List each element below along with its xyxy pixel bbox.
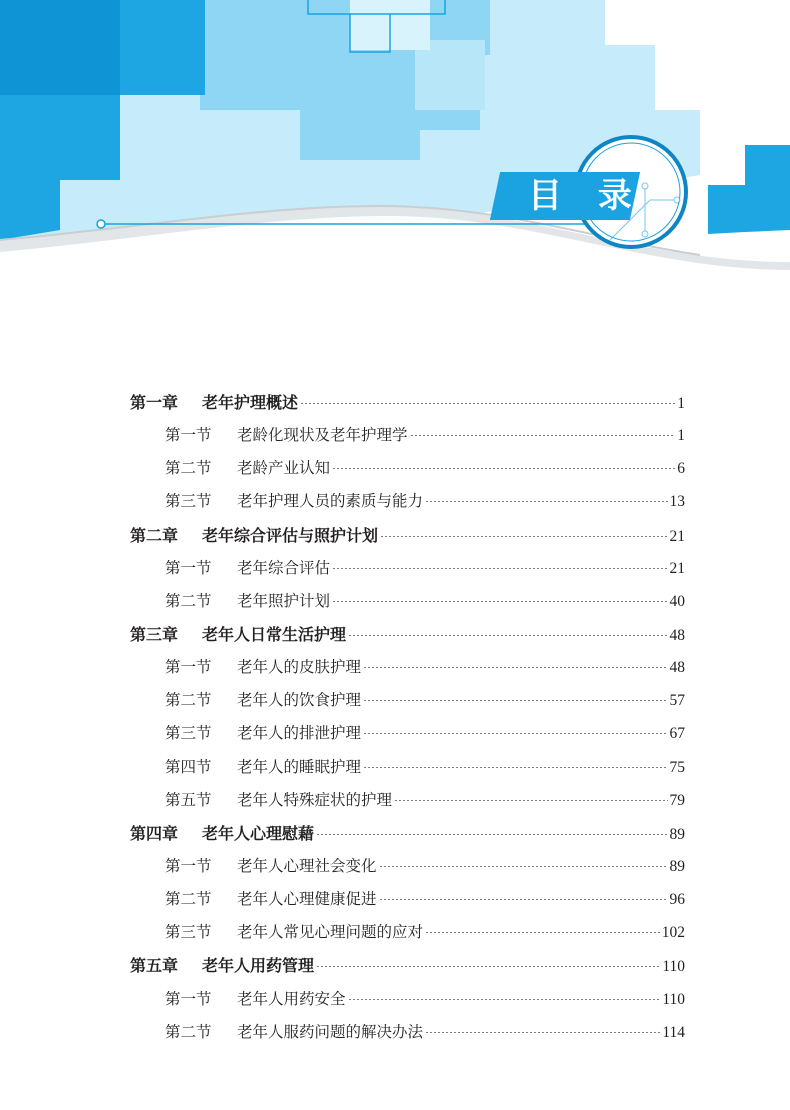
toc-section-row[interactable]	[130, 1016, 685, 1049]
page-number: 96	[669, 891, 685, 909]
section-title: 老年人用药安全	[237, 989, 346, 1008]
dot-leader	[379, 866, 668, 867]
chapter-title: 老年人日常生活护理	[202, 624, 347, 644]
dot-leader	[363, 767, 667, 768]
section-number: 第二节	[165, 1022, 212, 1041]
toc-section-row[interactable]	[130, 452, 685, 485]
dot-leader	[316, 966, 660, 967]
section-number: 第三节	[165, 492, 212, 511]
section-number: 第二节	[165, 890, 212, 909]
page-number: 21	[669, 527, 685, 545]
dot-leader	[410, 435, 676, 436]
dot-leader	[332, 468, 675, 469]
page-number: 6	[677, 460, 685, 478]
dot-leader	[348, 635, 667, 636]
section-number: 第二节	[165, 459, 212, 478]
page-number: 114	[662, 1023, 685, 1041]
section-title: 老年人服药问题的解决办法	[237, 1022, 424, 1041]
dot-leader	[332, 568, 667, 569]
section-number: 第一节	[165, 856, 212, 875]
page-number: 89	[669, 857, 685, 875]
table-of-contents	[130, 386, 685, 1049]
dot-leader	[394, 800, 667, 801]
section-title: 老年人的饮食护理	[237, 691, 362, 710]
section-number: 第三节	[165, 724, 212, 743]
toc-chapter-row[interactable]	[130, 817, 685, 850]
page-number: 13	[669, 493, 685, 511]
page-number: 1	[677, 395, 685, 412]
page-number: 1	[677, 427, 685, 445]
page-number: 102	[661, 924, 685, 942]
page-number: 67	[669, 725, 685, 743]
toc-chapter-row[interactable]	[130, 949, 685, 982]
toc-section-row[interactable]	[130, 485, 685, 518]
dot-leader	[348, 999, 661, 1000]
section-title: 老年人心理社会变化	[237, 856, 377, 875]
page-number: 57	[669, 692, 685, 710]
section-number: 第一节	[165, 426, 212, 445]
chapter-title: 老年人心理慰藉	[202, 823, 315, 843]
dot-leader	[425, 1032, 660, 1033]
section-title: 老年照护计划	[237, 591, 331, 610]
page-number: 40	[669, 592, 685, 610]
chapter-title: 老年护理概述	[202, 393, 299, 412]
section-title: 老龄化现状及老年护理学	[237, 426, 408, 445]
chapter-number: 第二章	[130, 525, 179, 545]
section-number: 第三节	[165, 923, 212, 942]
toc-section-row[interactable]	[130, 651, 685, 684]
section-title: 老年护理人员的素质与能力	[237, 492, 424, 511]
section-title: 老年人心理健康促进	[237, 890, 377, 909]
chapter-number: 第四章	[130, 823, 179, 843]
toc-section-row[interactable]	[130, 784, 685, 817]
page-number: 79	[669, 791, 685, 809]
section-number: 第一节	[165, 658, 212, 677]
section-title: 老年人特殊症状的护理	[237, 790, 393, 809]
page-number: 75	[669, 758, 685, 776]
dot-leader	[316, 834, 667, 835]
toc-section-row[interactable]	[130, 850, 685, 883]
dot-leader	[363, 700, 667, 701]
toc-chapter-row[interactable]	[130, 519, 685, 552]
toc-chapter-row[interactable]	[130, 386, 685, 419]
toc-section-row[interactable]	[130, 585, 685, 618]
toc-section-row[interactable]	[130, 552, 685, 585]
section-number: 第二节	[165, 591, 212, 610]
dot-leader	[363, 733, 667, 734]
section-number: 第二节	[165, 691, 212, 710]
toc-chapter-row[interactable]	[130, 618, 685, 651]
section-number: 第五节	[165, 790, 212, 809]
page-number: 48	[669, 659, 685, 677]
dot-leader	[363, 667, 667, 668]
dot-leader	[380, 536, 667, 537]
toc-section-row[interactable]	[130, 751, 685, 784]
dot-leader	[300, 403, 675, 404]
toc-section-row[interactable]	[130, 419, 685, 452]
section-number: 第四节	[165, 757, 212, 776]
chapter-number: 第一章	[130, 393, 179, 412]
dot-leader	[425, 932, 660, 933]
chapter-number: 第三章	[130, 624, 179, 644]
toc-section-row[interactable]	[130, 684, 685, 717]
page-number: 48	[669, 626, 685, 644]
page-number: 110	[662, 990, 685, 1008]
section-title: 老龄产业认知	[237, 459, 331, 478]
chapter-number: 第五章	[130, 956, 179, 976]
dot-leader	[425, 501, 667, 502]
section-title: 老年人常见心理问题的应对	[237, 923, 424, 942]
page-number: 110	[662, 958, 685, 976]
dot-leader	[379, 899, 668, 900]
page-number: 21	[669, 559, 685, 577]
section-title: 老年人的皮肤护理	[237, 658, 362, 677]
toc-section-row[interactable]	[130, 717, 685, 750]
section-title: 老年人的排泄护理	[237, 724, 362, 743]
section-number: 第一节	[165, 558, 212, 577]
toc-section-row[interactable]	[130, 983, 685, 1016]
page-number: 89	[669, 825, 685, 843]
dot-leader	[332, 601, 667, 602]
chapter-title: 老年综合评估与照护计划	[202, 525, 379, 545]
section-number: 第一节	[165, 989, 212, 1008]
toc-section-row[interactable]	[130, 916, 685, 949]
section-title: 老年人的睡眠护理	[237, 757, 362, 776]
chapter-title: 老年人用药管理	[202, 956, 315, 976]
page-title: 目 录	[528, 176, 644, 216]
toc-section-row[interactable]	[130, 883, 685, 916]
section-title: 老年综合评估	[237, 558, 331, 577]
header-banner-art	[0, 0, 790, 290]
